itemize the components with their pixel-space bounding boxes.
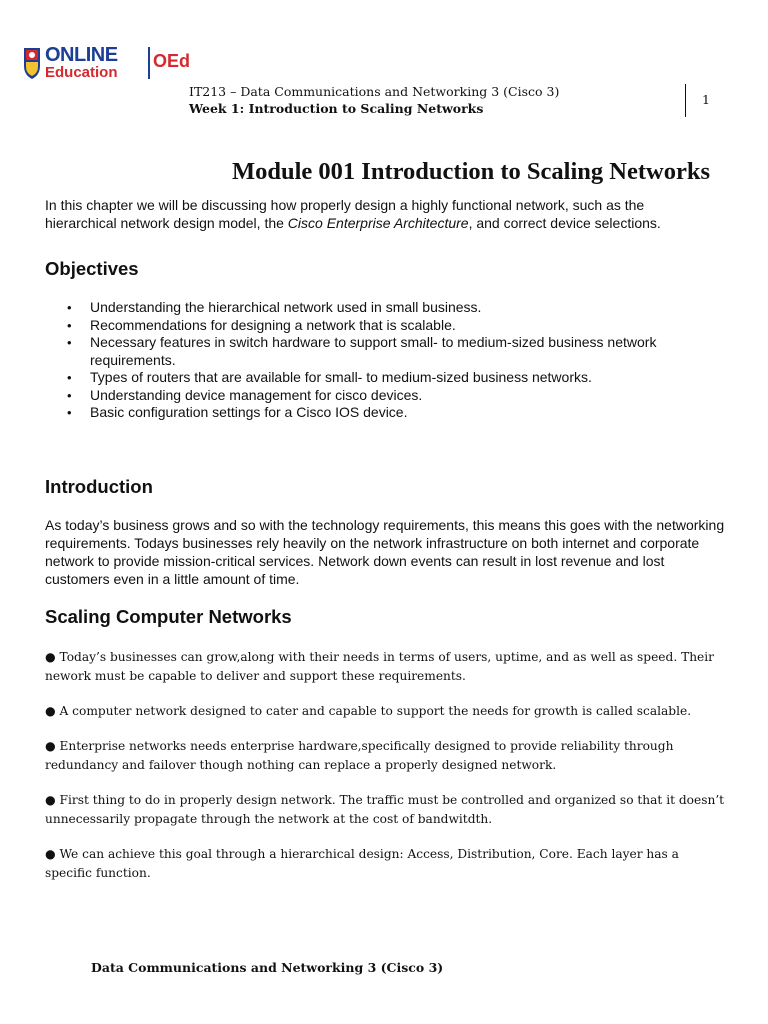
objective-item: • Recommendations for designing a network that is scalable. — [45, 317, 725, 335]
header-divider — [685, 84, 686, 117]
logo-online-text: ONLINE — [45, 44, 118, 66]
page-title: Module 001 Introduction to Scaling Networks — [232, 158, 711, 185]
objective-item: • Understanding device management for cisco devices. — [45, 387, 725, 405]
scaling-list — [45, 648, 725, 899]
intro-text-start: In this chapter we will be discussing how properly design a highly functional network, such as the hierarchical network design model, the — [45, 197, 645, 231]
scaling-item: ● Today’s businesses can grow,along with their needs in terms of users, uptime, and as well as speed. Their nework must be capable to deliver and support these requirements. — [45, 650, 714, 683]
header-course-title: IT213 – Data Communications and Networking 3 (Cisco 3) — [189, 84, 560, 99]
page-footer: Data Communications and Networking 3 (Cisco 3) — [91, 960, 444, 975]
objective-item: • Basic configuration settings for a Cisco IOS device. — [45, 404, 725, 422]
intro-text-end: , and correct device selections. — [468, 215, 661, 231]
header-week-title: Week 1: Introduction to Scaling Networks — [189, 101, 484, 116]
logo-oed-text: OEd — [153, 51, 191, 71]
intro-paragraph — [45, 196, 705, 232]
online-education-logo — [22, 44, 191, 84]
objectives-list — [45, 299, 725, 422]
intro-text-italic: Cisco Enterprise Architecture — [287, 215, 469, 231]
scaling-item: ● We can achieve this goal through a hierarchical design: Access, Distribution, Core. Each layer has a specific function. — [45, 847, 679, 880]
logo-divider — [148, 47, 150, 79]
scaling-item: ● First thing to do in properly design network. The traffic must be controlled and organized so that it doesn’t unnecessarily propagate through the network at the cost of bandwitdth. — [45, 793, 725, 826]
shield-crest-icon — [22, 46, 42, 80]
objective-item: • Necessary features in switch hardware to support small- to medium-sized business network requirements. — [45, 334, 725, 369]
logo-education-text: Education — [45, 64, 118, 81]
introduction-heading: Introduction — [45, 476, 153, 497]
scaling-item: ● A computer network designed to cater and capable to support the needs for growth is called scalable. — [45, 704, 692, 718]
objectives-heading: Objectives — [45, 258, 139, 279]
page-number: 1 — [702, 92, 710, 107]
scaling-heading: Scaling Computer Networks — [45, 606, 292, 627]
introduction-paragraph: As today’s business grows and so with the technology requirements, this means this goes with the networking requirements. Todays businesses rely heavily on the network infrastructure on both internet and corporate network to provide mission-critical services. Network down events can result in lost revenue and lost customers even in a little amount of time. — [45, 517, 725, 587]
scaling-item: ● Enterprise networks needs enterprise hardware,specifically designed to provide reliability through redundancy and failover though nothing can replace a properly designed network. — [45, 739, 674, 772]
objective-item: • Types of routers that are available for small- to medium-sized business networks. — [45, 369, 725, 387]
objective-item: • Understanding the hierarchical network used in small business. — [45, 299, 725, 317]
